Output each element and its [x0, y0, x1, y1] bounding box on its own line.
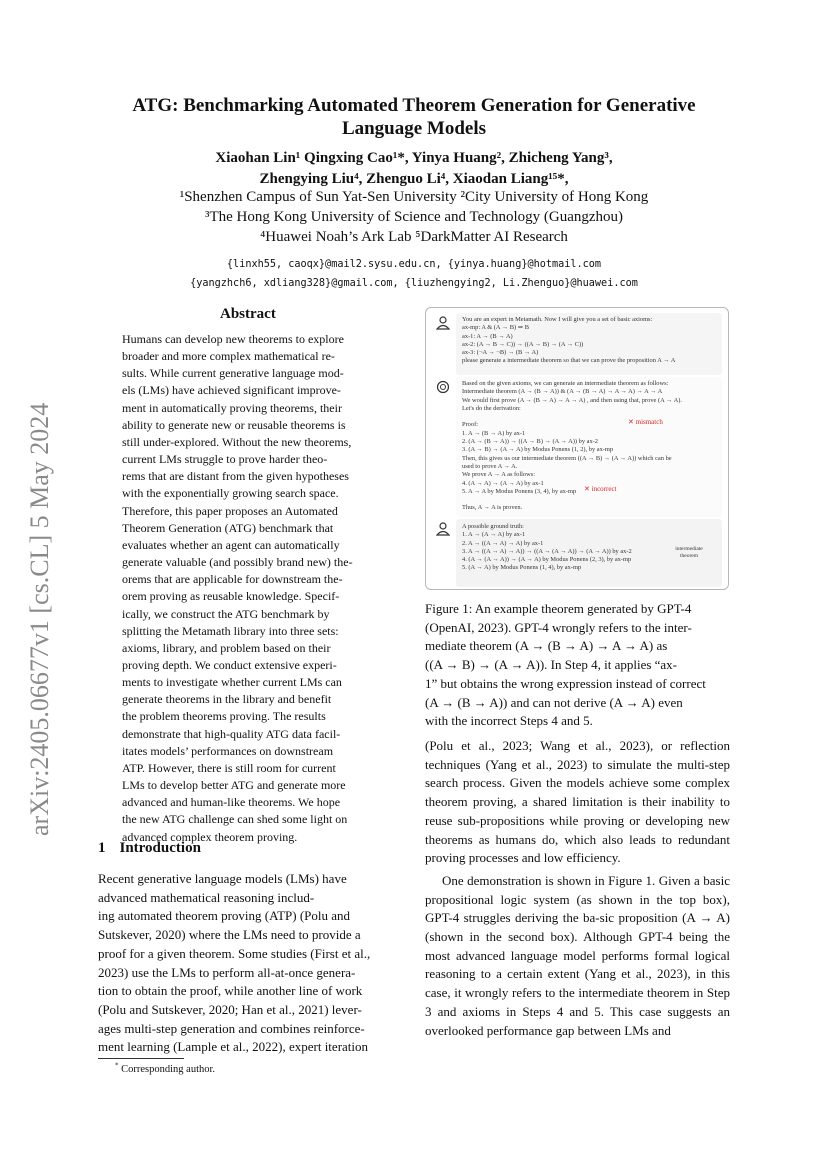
intro-line: Recent generative language models (LMs) have [98, 871, 347, 886]
caption-line: ((A → B) → (A → A)). In Step 4, it applies “ax- [425, 657, 678, 673]
footnote [115, 1061, 216, 1075]
abstract-line: advanced complex theorem proving. [122, 829, 298, 844]
figure-text-line: A possible ground truth: [462, 523, 524, 530]
title-line: Language Models [341, 118, 487, 139]
figure-text-line: 3. A → ((A → A) → A)) → ((A → (A → A)) → (A → A)) by ax-2 [462, 547, 632, 555]
prompt-text [462, 316, 675, 366]
right-column-text [425, 737, 730, 1040]
figure-text-line: 2. A → ((A → A) → A) by ax-1 [462, 539, 544, 547]
abstract-line: evaluates whether an agent can automatically [122, 537, 340, 552]
intro-line: proof for a given theorem. Some studies (First et al., [98, 945, 371, 961]
affiliation-line: ⁴Huawei Noah’s Ark Lab ⁵DarkMatter AI Research [260, 229, 568, 245]
abstract-line: ment in automatically proving theorems, their [122, 400, 342, 415]
figure-text-line: 3. (A → B) → (A → A) by Modus Ponens (1, 2), by ax-mp [462, 446, 614, 454]
mismatch-marker: ✕ mismatch [628, 418, 663, 426]
abstract-line: still under-explored. Without the new theorems, [122, 434, 352, 449]
figure-text-line: Proof: [462, 421, 478, 429]
abstract-body [122, 331, 381, 846]
email-line: {linxh55, caoqx}@mail2.sysu.edu.cn, {yinya.huang}@hotmail.com [226, 259, 602, 270]
paragraph: (Polu et al., 2023; Wang et al., 2023), or reflection techniques (Yang et al., 2023) to simulate the multi-step search process. Given the models achieve some complex theorem proving, a shared limitation is their inability to reuse sub-propositions while proving or developing new theorems as humans do, which also leads to redundant proving processes and low efficiency. [425, 738, 730, 866]
abstract-line: with the exponentially growing search space. [122, 486, 339, 501]
abstract-heading: Abstract [220, 306, 276, 322]
figure-text-line: ax-3: (¬A → ¬B) → (B → A) [462, 349, 539, 357]
figure-text-line: 2. (A → (B → A)) → ((A → B) → (A → A)) by ax-2 [462, 438, 598, 446]
caption-line: (OpenAI, 2023). GPT-4 wrongly refers to the inter- [425, 619, 692, 635]
intro-line: ages multi-step generation and combines reinforce- [98, 1020, 365, 1036]
intro-line: (Polu and Sutskever, 2020; Han et al., 2021) lever- [98, 1001, 362, 1017]
abstract-line: current LMs struggle to prove harder theo- [122, 452, 328, 467]
figure-text-line: used to prove A → A. [462, 462, 518, 470]
arxiv-identifier-text: arXiv:2405.06677v1 [cs.CL] 5 May 2024 [25, 402, 54, 836]
abstract-line: Therefore, this paper proposes an Automated [122, 503, 338, 518]
intro-line: tion to obtain the proof, while another line of work [98, 983, 363, 999]
abstract-line: orem proving as reusable knowledge. Specif- [122, 589, 340, 604]
author-list [80, 148, 748, 190]
response-text [462, 380, 682, 513]
arxiv-identifier-svg [4, 360, 64, 840]
figure-text-line: 1. A → (A → A) by ax-1 [462, 531, 526, 539]
abstract-line: demonstrate that high-quality ATG data facil- [122, 726, 341, 741]
abstract-line: sults. While current generative language mod- [122, 366, 344, 381]
abstract-line: itates models’ performances on downstream [122, 743, 334, 758]
incorrect-label: incorrect [591, 485, 617, 493]
intro-line: ment learning (Lample et al., 2022), expert iteration [98, 1039, 369, 1055]
figure-text-line: 4. (A → A) → (A → A) by ax-1 [462, 479, 544, 487]
author-emails [80, 255, 748, 293]
footnote-text: Corresponding author. [121, 1064, 216, 1075]
caption-line: mediate theorem (A → (B → A) → A → A) as [425, 638, 668, 654]
figure-text-line: We would first prove (A → (B → A) → A → A) , and then using that, prove (A → A). [462, 396, 682, 404]
figure-text-line: Let's do the derivation: [462, 404, 521, 412]
authors-line: Xiaohan Lin¹ Qingxing Cao¹*, Yinya Huang², Zhicheng Yang³, [215, 150, 613, 166]
abstract-line: splitting the Metamath library into three sets: [122, 623, 339, 638]
arxiv-identifier [4, 360, 64, 840]
gpt-logo-icon [436, 380, 450, 394]
figure-text-line: We prove A → A as follows: [462, 471, 535, 479]
introduction-body [98, 870, 404, 1057]
incorrect-marker: ✕ incorrect [584, 485, 617, 493]
figure-text-line: please generate a intermediate theorem so that we can prove the proposition A → A [462, 357, 676, 365]
abstract-line: broader and more complex mathematical re- [122, 349, 335, 364]
footnote-divider [98, 1058, 184, 1059]
section-heading [98, 840, 201, 857]
figure-text-line: ax-1: A → (B → A) [462, 332, 513, 340]
intro-line: Sutskever, 2020) where the LMs need to provide a [98, 927, 361, 943]
abstract-line: ATP. However, there is still room for current [122, 760, 336, 775]
figure-text-line: Based on the given axioms, we can generate an intermediate theorem as follows: [462, 380, 669, 387]
abstract-line: advanced and human-like theorems. We hope [122, 795, 341, 810]
intermediate-theorem-note: intermediate theorem [675, 546, 703, 559]
affiliation-line: ³The Hong Kong University of Science and Technology (Guangzhou) [204, 209, 624, 225]
abstract-line: the problem theorems proving. The results [122, 709, 326, 724]
figure-text-line: Thus, A → A is proven. [462, 504, 523, 512]
footnote-mark: * [115, 1061, 119, 1070]
abstract-line: els (LMs) have achieved significant improve- [122, 383, 341, 398]
paper-title [80, 94, 748, 140]
affiliations [80, 187, 748, 247]
figure-text-line: ax-mp: A & (A → B) ⇒ B [462, 324, 529, 332]
caption-line: Figure 1: An example theorem generated by GPT-4 [425, 601, 692, 616]
figure-text-line: Intermediate theorem (A → (B → A)) & (A → (B → A) → A → A) → A → A [462, 388, 663, 396]
abstract-line: ically, we construct the ATG benchmark by [122, 606, 330, 621]
figure-text-line: 5. (A → A) by Modus Ponens (1, 4), by ax-mp [462, 564, 582, 572]
intro-line: ing automated theorem proving (ATP) (Polu and [98, 908, 351, 924]
figure-1 [425, 307, 729, 590]
abstract-line: ability to generate new or reusable theorems is [122, 417, 346, 432]
abstract-line: LMs to develop better ATG and generate more [122, 778, 346, 793]
figure-text-line [462, 496, 682, 504]
abstract-line: generate valuable (and possibly brand new) the- [122, 555, 353, 570]
section-number: 1 [98, 840, 106, 856]
caption-line: 1” but obtains the wrong expression instead of correct [425, 675, 706, 691]
abstract-line: rems that are distant from the given hypotheses [122, 469, 349, 484]
figure-text-line: You are an expert in Metamath. Now I will give you a set of basic axioms: [462, 316, 653, 323]
figure-text-line: 5. A → A by Modus Ponens (3, 4), by ax-mp [462, 487, 577, 495]
figure-text-line: ax-2: (A → B → C)) → ((A → B) → (A → C)) [462, 340, 584, 348]
abstract-line: axioms, library, and problem based on their [122, 640, 331, 655]
caption-line: with the incorrect Steps 4 and 5. [425, 713, 593, 729]
abstract-line: Humans can develop new theorems to explore [122, 332, 344, 346]
user-icon [436, 316, 450, 330]
abstract-line: proving depth. We conduct extensive experi- [122, 657, 337, 672]
abstract-line: ments to investigate whether current LMs can [122, 675, 342, 690]
figure-text-line: 4. (A → (A → A)) → (A → A) by Modus Ponens (2, 3), by ax-mp [462, 556, 632, 564]
section-title: Introduction [119, 840, 201, 856]
intro-line: advanced mathematical reasoning includ- [98, 889, 315, 905]
abstract-line: generate theorems in the library and benefit [122, 692, 332, 707]
affiliation-line: ¹Shenzhen Campus of Sun Yat-Sen University ²City University of Hong Kong [179, 189, 649, 205]
figure-text-line: 1. A → (B → A) by ax-1 [462, 429, 526, 437]
abstract-line: Theorem Generation (ATG) benchmark that [122, 520, 334, 535]
user-icon [436, 522, 450, 536]
abstract-line: orems that are applicable for downstream the- [122, 572, 343, 587]
authors-line: Zhengying Liu⁴, Zhenguo Li⁴, Xiaodan Liang¹⁵*, [259, 171, 569, 187]
ground-truth-text [462, 523, 632, 573]
figure-caption [425, 600, 730, 731]
mismatch-label: mismatch [635, 418, 663, 426]
intro-line: 2023) use the LMs to perform all-at-once genera- [98, 964, 356, 980]
paragraph: One demonstration is shown in Figure 1. Given a basic propositional logic system (as shown in the top box), GPT-4 struggles deriving the ba-sic proposition (A → A) (shown in the second box). Although GPT-4 being the most advanced language model performs formal logical reasoning to a certain extent (Yang et al., 2023), in this case, it wrongly refers to the intermediate theorem in Step 3 and axioms in Steps 4 and 5. This case suggests an overlooked performance gap between LMs and [425, 872, 730, 1038]
caption-line: (A → (B → A)) and can not derive (A → A) even [425, 694, 683, 710]
email-line: {yangzhch6, xdliang328}@gmail.com, {liuzhengying2, Li.Zhenguo}@huawei.com [190, 278, 638, 289]
abstract-line: the new ATG challenge can shed some light on [122, 812, 348, 827]
title-line: ATG: Benchmarking Automated Theorem Generation for Generative [132, 95, 696, 116]
figure-text-line: Then, this gives us our intermediate theorem ((A → B) → (A → A)) which can be [462, 454, 672, 462]
